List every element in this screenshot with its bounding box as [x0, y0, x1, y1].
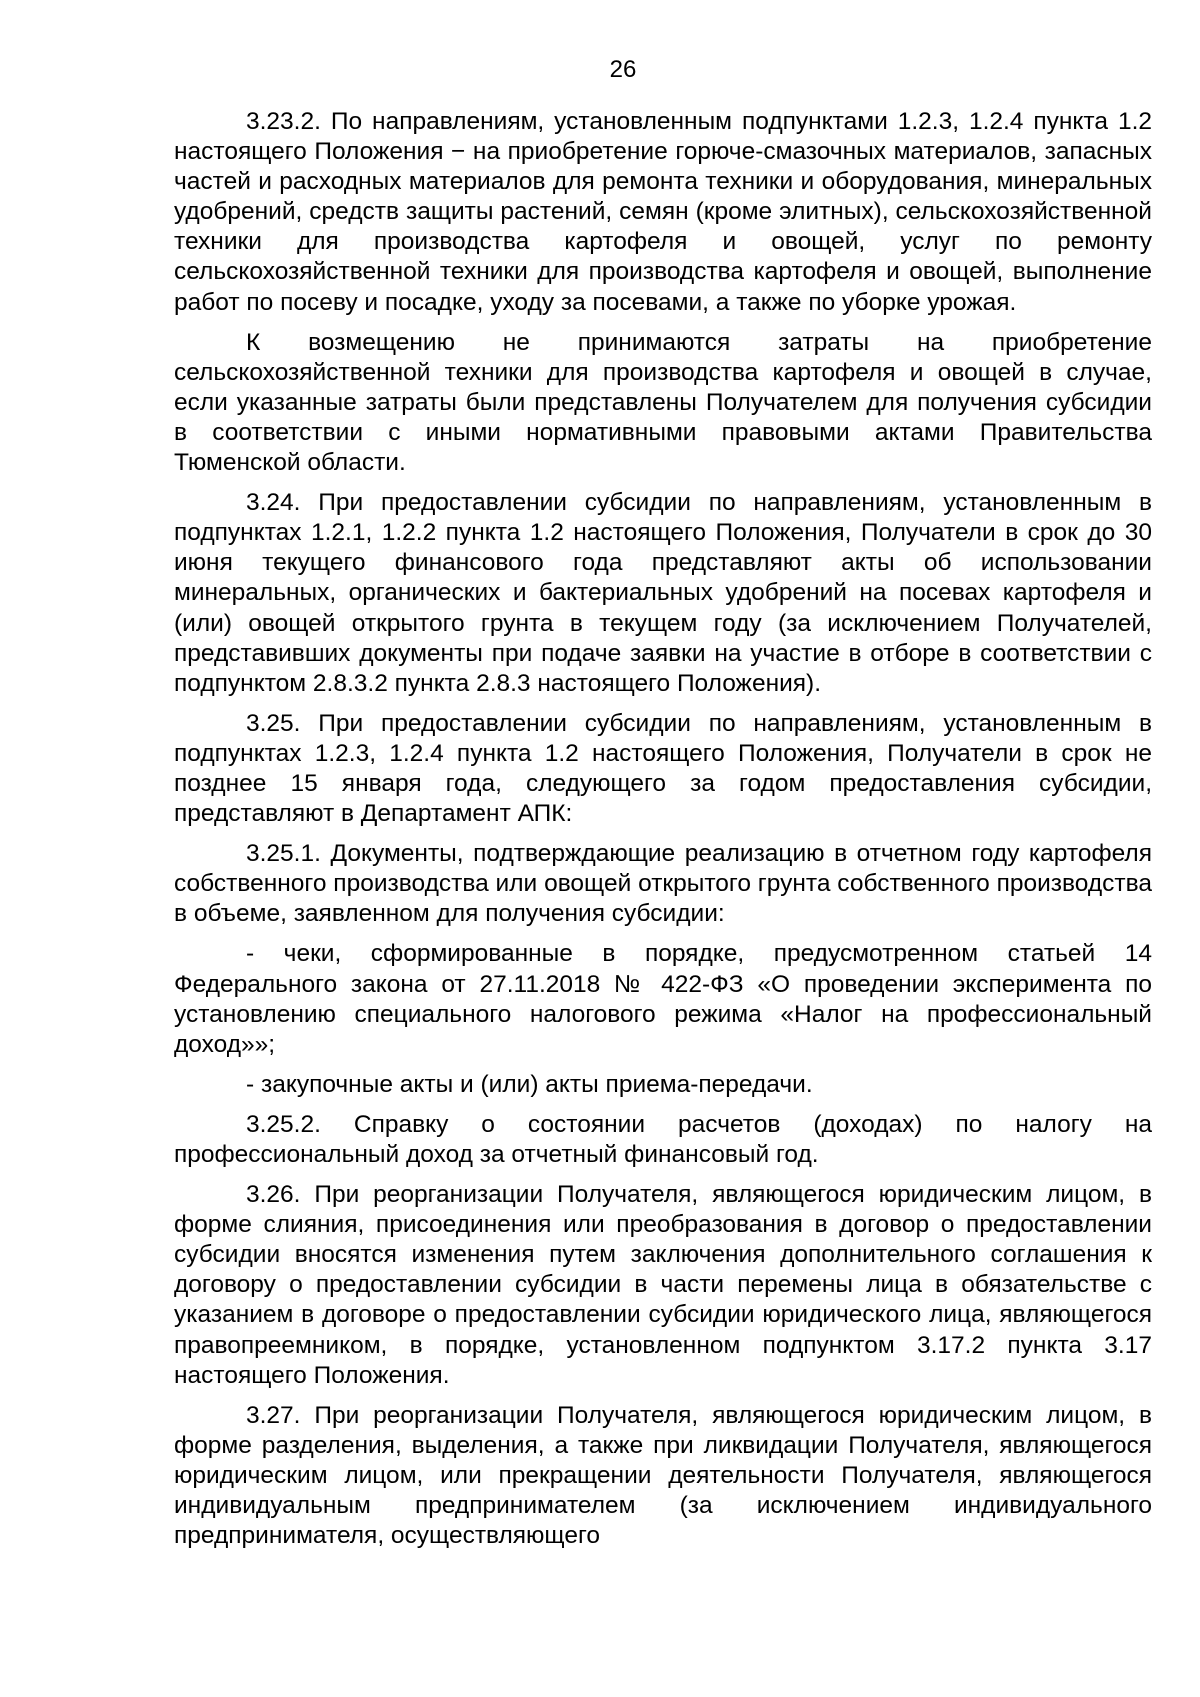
paragraph-3-25-2: 3.25.2. Справку о состоянии расчетов (доходах) по налогу на профессиональный доход за отчетный финансовый год.	[174, 1110, 1152, 1168]
list-item-receipts: - чеки, сформированные в порядке, предусмотренном статьей 14 Федерального закона от 27.11.2018 № 422-ФЗ «О проведении эксперимента по установлению специального налогового режима «Налог на профессиональный доход»»;	[174, 940, 1152, 1058]
paragraph-3-27: 3.27. При реорганизации Получателя, являющегося юридическим лицом, в форме разделения, выделения, а также при ликвидации Получателя, являющегося юридическим лицом, или прекращении деятельности Получателя, являющегося индивидуальным предпринимателем (за исключением индивидуального предпринимателя, осуществляющего	[174, 1401, 1152, 1550]
paragraph-3-25-1: 3.25.1. Документы, подтверждающие реализацию в отчетном году картофеля собственного производства или овощей открытого грунта собственного производства в объеме, заявленном для получения субсидии:	[174, 840, 1152, 928]
paragraph-3-24: 3.24. При предоставлении субсидии по направлениям, установленным в подпунктах 1.2.1, 1.2.2 пункта 1.2 настоящего Положения, Получатели в срок до 30 июня текущего финансового года представляют акты об использовании минеральных, органических и бактериальных удобрений на посевах картофеля и (или) овощей открытого грунта в текущем году (за исключением Получателей, представивших документы при подаче заявки на участие в отборе в соответствии с подпунктом 2.8.3.2 пункта 2.8.3 настоящего Положения).	[174, 489, 1152, 697]
paragraph-3-26: 3.26. При реорганизации Получателя, являющегося юридическим лицом, в форме слияния, присоединения или преобразования в договор о предоставлении субсидии вносятся изменения путем заключения дополнительного соглашения к договору о предоставлении субсидии в части перемены лица в обязательстве с указанием в договоре о предоставлении субсидии юридического лица, являющегося правопреемником, в порядке, установленном подпунктом 3.17.2 пункта 3.17 настоящего Положения.	[174, 1181, 1152, 1389]
paragraph-3-23-2: 3.23.2. По направлениям, установленным подпунктами 1.2.3, 1.2.4 пункта 1.2 настоящего Положения − на приобретение горюче-смазочных материалов, запасных частей и расходных материалов для ремонта техники и оборудования, минеральных удобрений, средств защиты растений, семян (кроме элитных), сельскохозяйственной техники для производства картофеля и овощей, услуг по ремонту сельскохозяйственной техники для производства картофеля и овощей, выполнение работ по посеву и посадке, уходу за посевами, а также по уборке урожая.	[174, 108, 1152, 316]
paragraph-exclusion-note: К возмещению не принимаются затраты на приобретение сельскохозяйственной техники для производства картофеля и овощей в случае, если указанные затраты были представлены Получателем для получения субсидии в соответствии с иными нормативными правовыми актами Правительства Тюменской области.	[174, 328, 1152, 477]
document-body	[174, 107, 1152, 1551]
list-item-purchase-acts: - закупочные акты и (или) акты приема-передачи.	[246, 1070, 813, 1098]
page-number: 26	[609, 56, 637, 83]
paragraph-3-25: 3.25. При предоставлении субсидии по направлениям, установленным в подпунктах 1.2.3, 1.2.4 пункта 1.2 настоящего Положения, Получатели в срок не позднее 15 января года, следующего за годом предоставления субсидии, представляют в Департамент АПК:	[174, 709, 1152, 828]
